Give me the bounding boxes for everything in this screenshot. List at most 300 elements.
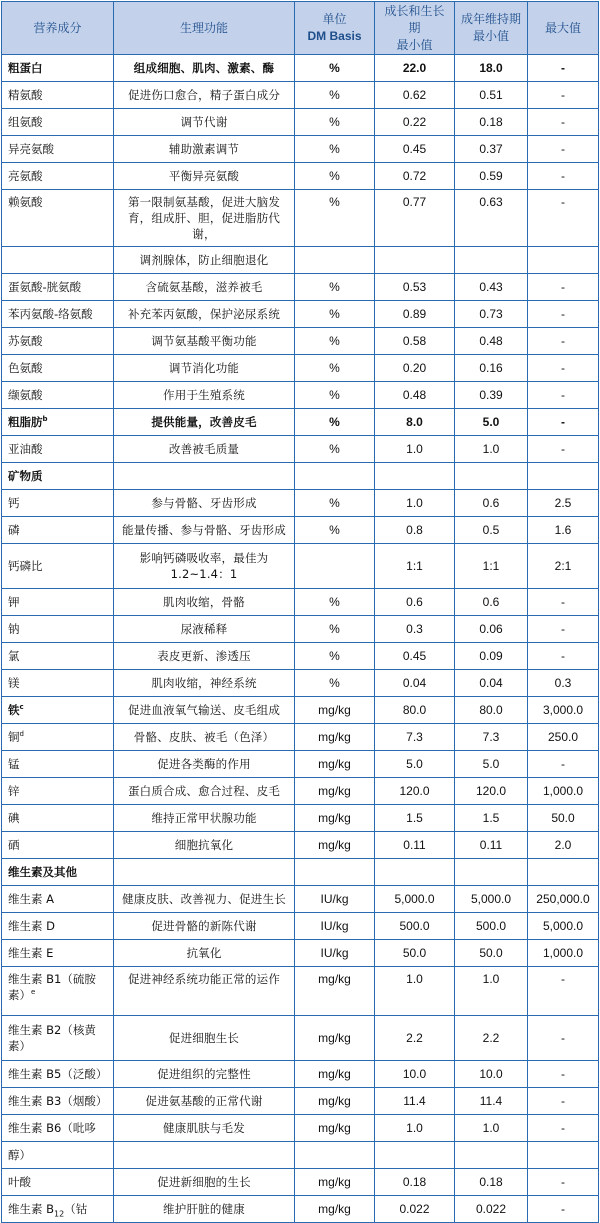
function-cell: 肌肉收缩，神经系统 [114, 670, 295, 697]
table-row [2, 82, 599, 109]
nutrient-name-text: 叶酸 [8, 1175, 31, 1189]
unit-cell: % [295, 163, 375, 190]
table-row [2, 190, 599, 247]
adult-min-cell: 0.63 [455, 190, 528, 247]
nutrient-name-text: 磷 [8, 523, 20, 537]
header-growth-line2: 最小值 [396, 37, 433, 52]
nutrient-name [2, 967, 114, 1016]
growth-min-cell: 5,000.0 [375, 886, 455, 913]
nutrient-name [2, 1169, 114, 1196]
unit-cell: mg/kg [295, 1016, 375, 1061]
unit-cell [295, 859, 375, 886]
function-cell: 提供能量，改善皮毛 [114, 409, 295, 436]
adult-min-cell [455, 463, 528, 490]
nutrient-name-text: 异亮氨酸 [8, 142, 54, 156]
nutrient-name [2, 1016, 114, 1061]
header-growth-line1: 成长和生长期 [384, 3, 445, 35]
adult-min-cell: 1.0 [455, 1115, 528, 1142]
nutrient-name-text: 维生素 B6（吡哆 [8, 1121, 96, 1135]
growth-min-cell: 1:1 [375, 544, 455, 589]
nutrient-name-text: 维生素 B [8, 1202, 55, 1216]
table-row [2, 967, 599, 1016]
table-row [2, 301, 599, 328]
function-cell: 肌肉收缩，骨骼 [114, 589, 295, 616]
growth-min-cell: 0.45 [375, 136, 455, 163]
nutrient-name [2, 1115, 114, 1142]
table-row [2, 1142, 599, 1169]
nutrient-name-text: 维生素及其他 [8, 865, 77, 879]
table-body [2, 55, 599, 1223]
nutrient-name-text: 钾 [8, 595, 20, 609]
adult-min-cell: 50.0 [455, 940, 528, 967]
nutrient-name [2, 1142, 114, 1169]
nutrient-name [2, 355, 114, 382]
unit-cell: % [295, 82, 375, 109]
adult-min-cell: 0.43 [455, 274, 528, 301]
function-cell: 作用于生殖系统 [114, 382, 295, 409]
max-cell: - [528, 1115, 599, 1142]
growth-min-cell: 22.0 [375, 55, 455, 82]
max-cell: - [528, 1169, 599, 1196]
adult-min-cell [455, 1142, 528, 1169]
table-row [2, 778, 599, 805]
nutrient-name [2, 190, 114, 247]
growth-min-cell: 0.89 [375, 301, 455, 328]
function-cell: 补充苯丙氨酸，保护泌尿系统 [114, 301, 295, 328]
footnote-marker: c [19, 703, 24, 712]
unit-cell: % [295, 409, 375, 436]
nutrient-name-text: 维生素 D [8, 919, 56, 933]
table-row [2, 1196, 599, 1223]
table-row [2, 1169, 599, 1196]
growth-min-cell: 0.04 [375, 670, 455, 697]
function-cell [114, 463, 295, 490]
nutrient-name-text: 铁 [8, 703, 20, 717]
nutrient-name [2, 82, 114, 109]
adult-min-cell: 0.5 [455, 517, 528, 544]
nutrient-name [2, 1061, 114, 1088]
max-cell: - [528, 355, 599, 382]
unit-cell: % [295, 643, 375, 670]
max-cell [528, 859, 599, 886]
nutrient-name [2, 1196, 114, 1223]
unit-cell: % [295, 274, 375, 301]
adult-min-cell: 0.6 [455, 589, 528, 616]
header-adult-min [455, 2, 528, 55]
growth-min-cell: 1.0 [375, 1115, 455, 1142]
unit-cell: % [295, 190, 375, 247]
function-cell: 促进骨骼的新陈代谢 [114, 913, 295, 940]
function-cell: 参与骨骼、牙齿形成 [114, 490, 295, 517]
table-row [2, 517, 599, 544]
table-row [2, 1115, 599, 1142]
section-row [2, 859, 599, 886]
adult-min-cell: 5.0 [455, 409, 528, 436]
growth-min-cell: 0.53 [375, 274, 455, 301]
table-row [2, 697, 599, 724]
max-cell: 3,000.0 [528, 697, 599, 724]
unit-cell: mg/kg [295, 697, 375, 724]
growth-min-cell: 0.77 [375, 190, 455, 247]
unit-cell: % [295, 616, 375, 643]
nutrient-name [2, 328, 114, 355]
adult-min-cell: 1.0 [455, 967, 528, 1016]
unit-cell: % [295, 436, 375, 463]
nutrient-subscript: 12 [54, 1209, 65, 1219]
unit-cell: % [295, 589, 375, 616]
adult-min-cell: 0.09 [455, 643, 528, 670]
nutrient-name [2, 247, 114, 274]
unit-cell: IU/kg [295, 940, 375, 967]
function-cell: 促进新细胞的生长 [114, 1169, 295, 1196]
function-cell: 辅助激素调节 [114, 136, 295, 163]
nutrient-name-text: 硒 [8, 838, 20, 852]
nutrient-name [2, 913, 114, 940]
header-nutrient: 营养成分 [2, 2, 114, 55]
nutrient-name [2, 940, 114, 967]
nutrient-name-text: 亮氨酸 [8, 169, 43, 183]
max-cell: - [528, 328, 599, 355]
table-row [2, 544, 599, 589]
adult-min-cell: 0.73 [455, 301, 528, 328]
unit-cell: mg/kg [295, 1196, 375, 1223]
unit-cell: mg/kg [295, 724, 375, 751]
max-cell: - [528, 301, 599, 328]
nutrient-name-text: 锰 [8, 757, 20, 771]
max-cell: - [528, 109, 599, 136]
nutrient-name [2, 805, 114, 832]
growth-min-cell: 0.11 [375, 832, 455, 859]
max-cell: - [528, 1196, 599, 1223]
table-row [2, 1088, 599, 1115]
growth-min-cell: 10.0 [375, 1061, 455, 1088]
max-cell: - [528, 409, 599, 436]
growth-min-cell [375, 247, 455, 274]
table-row [2, 940, 599, 967]
table-row [2, 805, 599, 832]
header-growth-min [375, 2, 455, 55]
nutrition-table [1, 1, 599, 1223]
nutrient-name [2, 751, 114, 778]
adult-min-cell: 1.0 [455, 436, 528, 463]
growth-min-cell: 0.62 [375, 82, 455, 109]
adult-min-cell: 18.0 [455, 55, 528, 82]
adult-min-cell [455, 247, 528, 274]
adult-min-cell: 0.6 [455, 490, 528, 517]
nutrient-name [2, 436, 114, 463]
growth-min-cell: 1.5 [375, 805, 455, 832]
nutrient-name-text: 锌 [8, 784, 20, 798]
unit-cell: mg/kg [295, 778, 375, 805]
nutrient-name-text: 钠 [8, 622, 20, 636]
nutrient-name-text: 钙磷比 [8, 559, 43, 573]
adult-min-cell: 7.3 [455, 724, 528, 751]
adult-min-cell: 120.0 [455, 778, 528, 805]
growth-min-cell: 0.45 [375, 643, 455, 670]
nutrient-name-text: 色氨酸 [8, 361, 43, 375]
unit-cell: IU/kg [295, 913, 375, 940]
nutrient-name-text: 维生素 B2（核黄素） [8, 1023, 96, 1053]
max-cell: - [528, 1088, 599, 1115]
adult-min-cell: 1.5 [455, 805, 528, 832]
nutrient-name [2, 589, 114, 616]
adult-min-cell: 5.0 [455, 751, 528, 778]
function-cell: 能量传播、参与骨骼、牙齿形成 [114, 517, 295, 544]
nutrient-name-text: 镁 [8, 676, 20, 690]
growth-min-cell: 0.58 [375, 328, 455, 355]
unit-cell: mg/kg [295, 967, 375, 1016]
growth-min-cell: 1.0 [375, 967, 455, 1016]
table-row [2, 643, 599, 670]
function-cell: 影响钙磷吸收率，最佳为 1.2~1.4：1 [114, 544, 295, 589]
max-cell: - [528, 751, 599, 778]
nutrient-name [2, 859, 114, 886]
function-cell [114, 859, 295, 886]
growth-min-cell [375, 859, 455, 886]
table-row [2, 328, 599, 355]
table-row [2, 436, 599, 463]
nutrient-name-text: 粗蛋白 [8, 61, 43, 75]
function-cell: 骨骼、皮肤、被毛（色泽） [114, 724, 295, 751]
max-cell: - [528, 643, 599, 670]
unit-cell: % [295, 55, 375, 82]
header-function: 生理功能 [114, 2, 295, 55]
function-cell: 促进组织的完整性 [114, 1061, 295, 1088]
nutrient-name [2, 697, 114, 724]
table-row [2, 751, 599, 778]
table-row [2, 913, 599, 940]
function-cell: 促进血液氧气输送、皮毛组成 [114, 697, 295, 724]
function-cell: 调节代谢 [114, 109, 295, 136]
max-cell [528, 463, 599, 490]
table-row [2, 832, 599, 859]
nutrient-name [2, 163, 114, 190]
nutrient-name [2, 490, 114, 517]
function-cell: 健康肌肤与毛发 [114, 1115, 295, 1142]
nutrient-name [2, 382, 114, 409]
function-cell: 调剂腺体，防止细胞退化 [114, 247, 295, 274]
unit-cell [295, 247, 375, 274]
header-unit [295, 2, 375, 55]
max-cell: 1,000.0 [528, 940, 599, 967]
nutrient-name [2, 670, 114, 697]
max-cell: - [528, 55, 599, 82]
max-cell: - [528, 1016, 599, 1061]
nutrient-name-text: 苯丙氨酸-络氨酸 [8, 307, 93, 321]
header-adult-line2: 最小值 [472, 29, 509, 43]
nutrient-name-text: 钙 [8, 496, 20, 510]
unit-cell: % [295, 517, 375, 544]
table-row [2, 55, 599, 82]
nutrient-name-text: 氯 [8, 649, 20, 663]
adult-min-cell: 0.06 [455, 616, 528, 643]
function-cell: 细胞抗氧化 [114, 832, 295, 859]
nutrient-name-text: 醇） [8, 1148, 31, 1162]
function-cell: 尿液稀释 [114, 616, 295, 643]
function-cell: 促进细胞生长 [114, 1016, 295, 1061]
function-cell: 组成细胞、肌肉、激素、酶 [114, 55, 295, 82]
max-cell: - [528, 1061, 599, 1088]
max-cell: 250.0 [528, 724, 599, 751]
unit-cell [295, 1142, 375, 1169]
max-cell: 1.6 [528, 517, 599, 544]
function-cell: 调节消化功能 [114, 355, 295, 382]
growth-min-cell: 0.6 [375, 589, 455, 616]
growth-min-cell: 11.4 [375, 1088, 455, 1115]
table-row [2, 490, 599, 517]
adult-min-cell: 11.4 [455, 1088, 528, 1115]
max-cell: 0.3 [528, 670, 599, 697]
adult-min-cell: 0.18 [455, 1169, 528, 1196]
nutrient-name-text: 维生素 E [8, 946, 54, 960]
function-cell: 平衡异亮氨酸 [114, 163, 295, 190]
max-cell: 2.0 [528, 832, 599, 859]
unit-cell: % [295, 355, 375, 382]
function-cell: 维持正常甲状腺功能 [114, 805, 295, 832]
table-row [2, 1061, 599, 1088]
adult-min-cell: 500.0 [455, 913, 528, 940]
unit-cell: % [295, 301, 375, 328]
adult-min-cell: 2.2 [455, 1016, 528, 1061]
adult-min-cell: 0.16 [455, 355, 528, 382]
nutrient-name [2, 832, 114, 859]
unit-cell: mg/kg [295, 832, 375, 859]
function-cell: 第一限制氨基酸，促进大脑发育，组成肝、胆，促进脂肪代谢， [114, 190, 295, 247]
growth-min-cell: 500.0 [375, 913, 455, 940]
footnote-marker: d [19, 730, 24, 739]
function-cell [114, 1142, 295, 1169]
adult-min-cell: 0.04 [455, 670, 528, 697]
growth-min-cell: 50.0 [375, 940, 455, 967]
footnote-marker: b [42, 415, 48, 424]
nutrient-name [2, 109, 114, 136]
nutrient-name-text: 铜 [8, 730, 20, 744]
table-row [2, 163, 599, 190]
adult-min-cell: 0.11 [455, 832, 528, 859]
max-cell: - [528, 136, 599, 163]
nutrient-name-text: 维生素 B3（烟酸） [8, 1094, 108, 1108]
growth-min-cell: 2.2 [375, 1016, 455, 1061]
function-cell: 改善被毛质量 [114, 436, 295, 463]
table-row [2, 109, 599, 136]
function-cell: 调节氨基酸平衡功能 [114, 328, 295, 355]
max-cell: - [528, 274, 599, 301]
nutrient-name-text: 维生素 B5（泛酸） [8, 1067, 108, 1081]
function-cell: 促进神经系统功能正常的运作 [114, 967, 295, 1016]
growth-min-cell: 0.022 [375, 1196, 455, 1223]
function-cell: 促进各类酶的作用 [114, 751, 295, 778]
nutrient-name-text: 组氨酸 [8, 115, 43, 129]
max-cell: - [528, 616, 599, 643]
growth-min-cell: 0.3 [375, 616, 455, 643]
growth-min-cell: 0.72 [375, 163, 455, 190]
nutrient-name-text: 碘 [8, 811, 20, 825]
max-cell: - [528, 589, 599, 616]
adult-min-cell: 0.39 [455, 382, 528, 409]
unit-cell: % [295, 490, 375, 517]
function-cell: 含硫氨基酸，滋养被毛 [114, 274, 295, 301]
growth-min-cell: 0.48 [375, 382, 455, 409]
max-cell: - [528, 82, 599, 109]
nutrient-name-text: 赖氨酸 [8, 195, 43, 209]
nutrient-name [2, 274, 114, 301]
nutrient-name [2, 55, 114, 82]
nutrient-name-text: 矿物质 [8, 469, 43, 483]
nutrient-name [2, 1088, 114, 1115]
nutrient-name [2, 409, 114, 436]
nutrient-name-text: 缬氨酸 [8, 388, 43, 402]
max-cell: 250,000.0 [528, 886, 599, 913]
unit-cell: mg/kg [295, 751, 375, 778]
nutrient-name-text: 维生素 A [8, 892, 55, 906]
nutrient-name-suffix: （钴 [64, 1202, 88, 1216]
nutrient-name-text: 亚油酸 [8, 442, 43, 456]
nutrient-name [2, 886, 114, 913]
nutrient-name [2, 724, 114, 751]
growth-min-cell: 80.0 [375, 697, 455, 724]
growth-min-cell: 8.0 [375, 409, 455, 436]
table-row [2, 247, 599, 274]
max-cell: - [528, 436, 599, 463]
header-adult-line1: 成年维持期 [460, 12, 521, 26]
table-row [2, 136, 599, 163]
growth-min-cell: 0.18 [375, 1169, 455, 1196]
nutrient-name-text: 苏氨酸 [8, 334, 43, 348]
max-cell: 2:1 [528, 544, 599, 589]
growth-min-cell [375, 1142, 455, 1169]
table-row [2, 355, 599, 382]
unit-cell: IU/kg [295, 886, 375, 913]
adult-min-cell: 0.51 [455, 82, 528, 109]
nutrient-name [2, 463, 114, 490]
unit-cell: mg/kg [295, 805, 375, 832]
nutrient-name [2, 616, 114, 643]
nutrient-name [2, 136, 114, 163]
unit-cell [295, 463, 375, 490]
growth-min-cell: 1.0 [375, 436, 455, 463]
function-cell: 抗氧化 [114, 940, 295, 967]
max-cell: 5,000.0 [528, 913, 599, 940]
max-cell [528, 1142, 599, 1169]
growth-min-cell: 120.0 [375, 778, 455, 805]
adult-min-cell [455, 859, 528, 886]
growth-min-cell: 0.22 [375, 109, 455, 136]
unit-cell: mg/kg [295, 1088, 375, 1115]
growth-min-cell: 0.20 [375, 355, 455, 382]
max-cell: - [528, 163, 599, 190]
table-row [2, 1016, 599, 1061]
adult-min-cell: 10.0 [455, 1061, 528, 1088]
footnote-marker: e [31, 988, 36, 997]
adult-min-cell: 0.48 [455, 328, 528, 355]
header-unit-en: DM Basis [307, 29, 362, 43]
unit-cell [295, 544, 375, 589]
table-row [2, 274, 599, 301]
nutrient-name [2, 778, 114, 805]
nutrient-name-text: 精氨酸 [8, 88, 43, 102]
unit-cell: % [295, 382, 375, 409]
function-cell: 表皮更新、渗透压 [114, 643, 295, 670]
nutrient-name [2, 643, 114, 670]
adult-min-cell: 0.59 [455, 163, 528, 190]
function-cell: 促进氨基酸的正常代谢 [114, 1088, 295, 1115]
adult-min-cell: 0.022 [455, 1196, 528, 1223]
nutrient-name-text: 粗脂肪 [8, 415, 43, 429]
growth-min-cell [375, 463, 455, 490]
header-unit-cn: 单位 [322, 12, 347, 26]
growth-min-cell: 1.0 [375, 490, 455, 517]
nutrient-name-text: 维生素 B1（硫胺素） [8, 972, 96, 1002]
